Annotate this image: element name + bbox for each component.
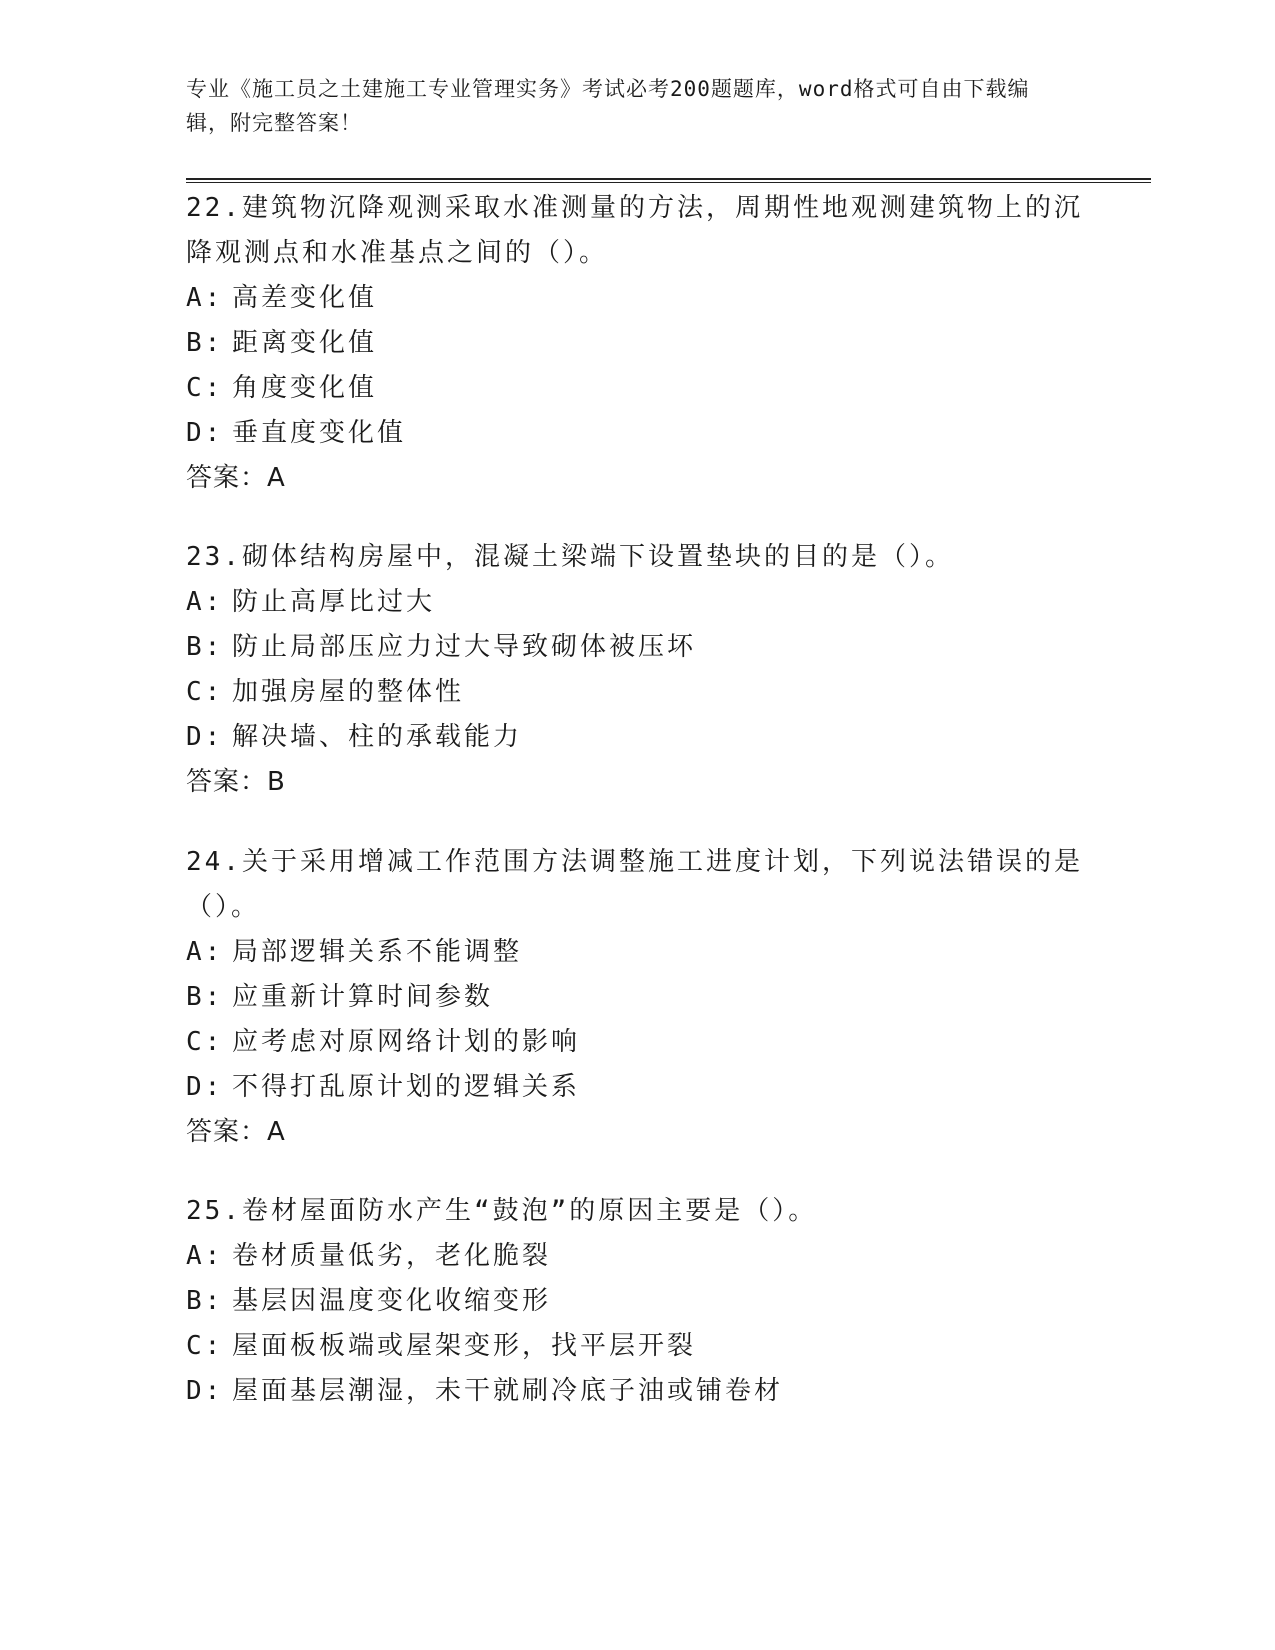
option-letter: C: [186,373,224,403]
question-24 [186,840,1086,1155]
option-letter: D: [186,722,224,752]
page-header: 专业《施工员之土建施工专业管理实务》考试必考200题题库，word格式可自由下载编辑，附完整答案！ [186,77,1030,135]
option-a [186,580,1086,625]
option-text: 高差变化值 [232,283,378,313]
option-letter: C: [186,1331,224,1361]
option-b [186,1279,1086,1324]
question-23 [186,535,1086,805]
option-letter: B: [186,328,224,358]
option-a [186,276,1086,321]
question-stem: 24.关于采用增减工作范围方法调整施工进度计划，下列说法错误的是（）。 [186,847,1083,922]
option-b [186,975,1086,1020]
option-letter: A: [186,587,224,617]
option-text: 加强房屋的整体性 [232,677,465,707]
option-text: 角度变化值 [232,373,378,403]
option-letter: D: [186,418,224,448]
option-letter: A: [186,283,224,313]
option-d [186,1369,1086,1414]
answer: 答案：B [186,767,286,797]
option-a [186,930,1086,975]
option-c [186,366,1086,411]
option-text: 基层因温度变化收缩变形 [232,1286,552,1316]
question-stem: 25.卷材屋面防水产生“鼓泡”的原因主要是（）。 [186,1196,818,1226]
option-letter: B: [186,982,224,1012]
question-stem: 22.建筑物沉降观测采取水准测量的方法，周期性地观测建筑物上的沉降观测点和水准基点之间的（）。 [186,193,1083,268]
option-text: 应重新计算时间参数 [232,982,494,1012]
option-text: 不得打乱原计划的逻辑关系 [232,1072,581,1102]
option-b [186,321,1086,366]
option-text: 屋面基层潮湿，未干就刷冷底子油或铺卷材 [232,1376,784,1406]
option-letter: D: [186,1376,224,1406]
option-text: 垂直度变化值 [232,418,407,448]
option-c [186,1324,1086,1369]
option-letter: A: [186,1241,224,1271]
option-text: 防止局部压应力过大导致砌体被压坏 [232,632,697,662]
question-stem: 23.砌体结构房屋中，混凝土梁端下设置垫块的目的是（）。 [186,542,954,572]
option-text: 屋面板板端或屋架变形，找平层开裂 [232,1331,697,1361]
option-text: 卷材质量低劣，老化脆裂 [232,1241,552,1271]
option-b [186,625,1086,670]
question-22 [186,186,1086,501]
option-letter: B: [186,632,224,662]
option-letter: B: [186,1286,224,1316]
option-a [186,1234,1086,1279]
option-text: 局部逻辑关系不能调整 [232,937,523,967]
option-c [186,1020,1086,1065]
option-text: 应考虑对原网络计划的影响 [232,1027,581,1057]
question-25 [186,1189,1086,1414]
answer: 答案：A [186,1117,286,1147]
option-letter: C: [186,1027,224,1057]
option-text: 解决墙、柱的承载能力 [232,722,523,752]
header-divider [186,178,1151,183]
option-text: 距离变化值 [232,328,378,358]
option-d [186,715,1086,760]
option-text: 防止高厚比过大 [232,587,436,617]
option-c [186,670,1086,715]
option-letter: C: [186,677,224,707]
option-letter: A: [186,937,224,967]
option-letter: D: [186,1072,224,1102]
option-d [186,1065,1086,1110]
option-d [186,411,1086,456]
answer: 答案：A [186,463,286,493]
